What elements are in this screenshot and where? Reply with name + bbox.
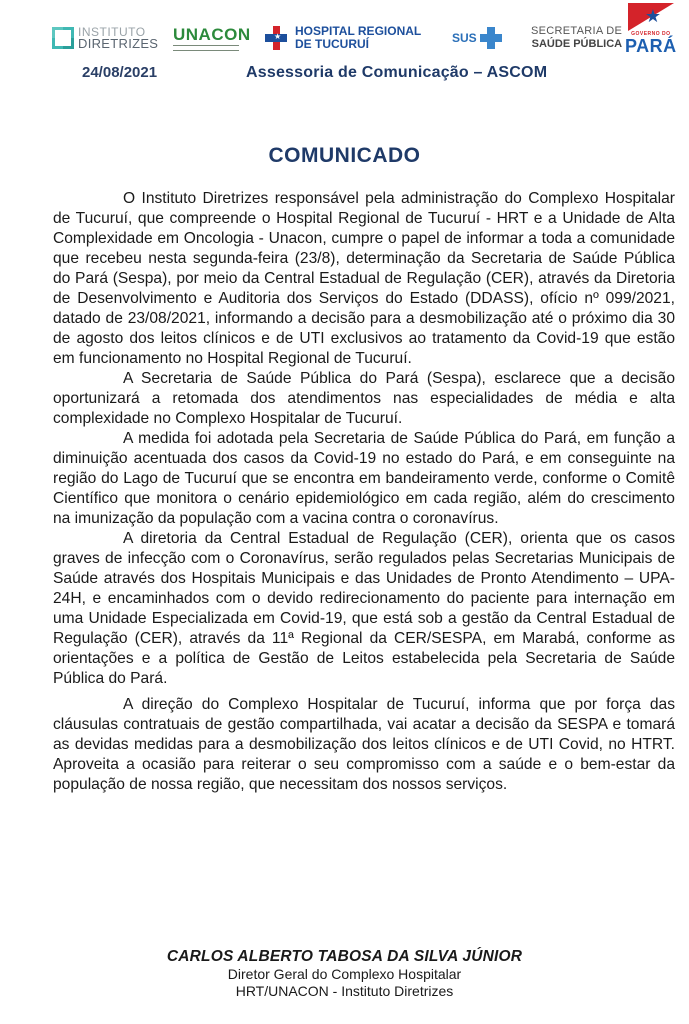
- sus-logo-text: SUS: [452, 31, 477, 45]
- secretaria-logo-line1: SECRETARIA DE: [531, 25, 623, 37]
- document-title: COMUNICADO: [268, 144, 421, 167]
- unacon-logo: [173, 18, 251, 58]
- sus-logo: [452, 18, 502, 58]
- hospital-regional-logo: [265, 18, 421, 58]
- hospital-cross-icon: ★: [265, 26, 287, 50]
- para-flag-icon: ★: [628, 3, 674, 31]
- unacon-logo-subtitle-lines: [173, 45, 239, 51]
- paragraph-1: O Instituto Diretrizes responsável pela administração do Complexo Hospitalar de Tucuruí, que compreende o Hospital Regional de Tucuruí - HRT e a Unidade de Alta Complexidade em Oncologia - Unacon, cumpre o papel de informar a toda a comunidade que recebeu nesta segunda-feira (23/8), determinação da Secretaria de Saúde Pública do Pará (Sespa), por meio da Central Estadual de Regulação (CER), através da Diretoria de Desenvolvimento e Auditoria dos Serviços do Estado (DDASS), ofício nº 099/2021, datado de 23/08/2021, informando a decisão para a desmobilização até o próximo dia 30 de agosto dos leitos clínicos e de UTI exclusivos ao tratamento da Covid-19 que estão em funcionamento no Hospital Regional de Tucuruí.: [53, 190, 675, 367]
- para-text: PARÁ: [625, 36, 677, 56]
- sus-cross-icon: [480, 27, 502, 49]
- paragraph-3: A medida foi adotada pela Secretaria de Saúde Pública do Pará, em função a diminuição acentuada dos casos da Covid-19 no estado do Pará, e em conseguinte na região do Lago de Tucuruí que se encontra em bandeiramento verde, conforme o Comitê Científico que monitora o cenário epidemiológico em cada região, além do crescimento na imunização da população com a vacina contra o coronavírus.: [53, 430, 675, 527]
- signatory-name: CARLOS ALBERTO TABOSA DA SILVA JÚNIOR: [166, 948, 523, 965]
- hospital-logo-line2: DE TUCURUÍ: [295, 37, 369, 51]
- diretrizes-logo-line2: DIRETRIZES: [78, 36, 159, 51]
- unacon-logo-text: UNACON: [173, 24, 251, 44]
- signature-block: [0, 947, 689, 1000]
- document-date: 24/08/2021: [82, 64, 158, 81]
- governo-para-logo: [625, 3, 677, 59]
- subheader: [0, 64, 689, 86]
- department-name: Assessoria de Comunicação – ASCOM: [246, 64, 548, 81]
- signatory-organization: HRT/UNACON - Instituto Diretrizes: [235, 983, 454, 999]
- document-body: [53, 189, 675, 795]
- diretrizes-logo-line1: INSTITUTO: [78, 25, 146, 39]
- secretaria-logo-line2: SAÚDE PÚBLICA: [531, 38, 623, 50]
- paragraph-2: A Secretaria de Saúde Pública do Pará (Sespa), esclarece que a decisão oportunizará a retomada dos atendimentos nas especialidades de média e alta complexidade no Complexo Hospitalar de Tucuruí.: [53, 370, 675, 427]
- instituto-diretrizes-logo: [52, 18, 158, 58]
- signatory-role: Diretor Geral do Complexo Hospitalar: [227, 966, 462, 982]
- secretaria-saude-logo: [531, 18, 622, 58]
- paragraph-4: A diretoria da Central Estadual de Regulação (CER), orienta que os casos graves de infecção com o Coronavírus, serão regulados pelas Secretarias Municipais de Saúde através dos Hospitais Municipais e das Unidades de Pronto Atendimento – UPA-24H, e encaminhados com o devido redirecionamento do paciente para internação em uma Unidade Especializada em Covid-19, que está sob a gestão da Central Estadual de Regulação (CER), através da 11ª Regional da CER/SESPA, em Marabá, conforme as orientações e a política de Gestão de Leitos estabelecida pela Secretaria de Saúde Pública do Pará.: [53, 530, 675, 687]
- diretrizes-mark-icon: [52, 27, 74, 49]
- header-logos: [0, 6, 689, 58]
- paragraph-5: A direção do Complexo Hospitalar de Tucuruí, informa que por força das cláusulas contratuais de gestão compartilhada, vai acatar a decisão da SESPA e tomará as devidas medidas para a desmobilização dos leitos clínicos e de UTI Covid, no HTRT. Aproveita a ocasião para reiterar o seu compromisso com a saúde e o bem-estar da população de nossa região, que necessitam dos nossos serviços.: [53, 696, 675, 793]
- hospital-logo-line1: HOSPITAL REGIONAL: [295, 24, 422, 38]
- governo-do-text: GOVERNO DO: [631, 31, 671, 37]
